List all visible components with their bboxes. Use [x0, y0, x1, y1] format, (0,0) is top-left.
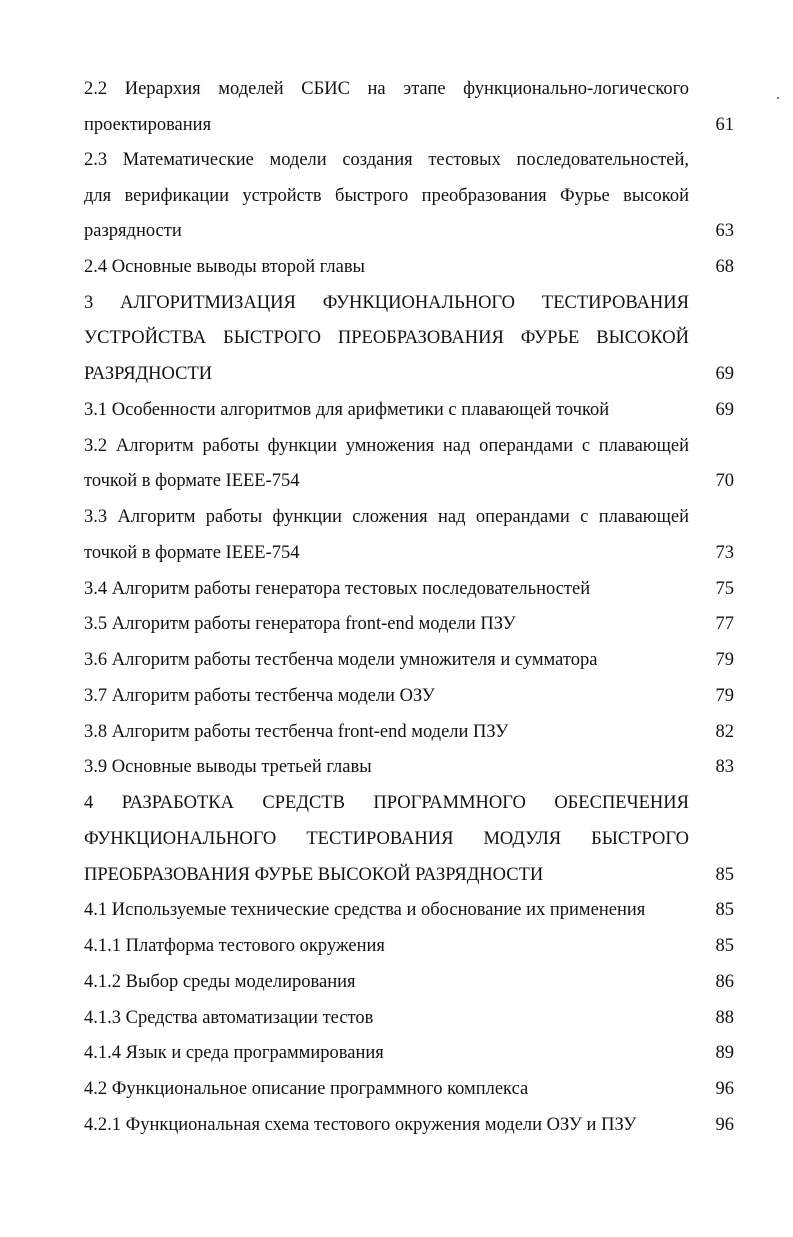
toc-page-number: 85 [715, 900, 734, 920]
toc-line: 3 АЛГОРИТМИЗАЦИЯ ФУНКЦИОНАЛЬНОГО ТЕСТИРОВАНИЯ [84, 293, 689, 313]
toc-line: точкой в формате IEEE-754 [84, 471, 300, 491]
toc-page-number: 86 [715, 972, 734, 992]
toc-page-number: 82 [715, 722, 734, 742]
toc-page-number: 79 [715, 686, 734, 706]
toc-page-number: 79 [715, 650, 734, 670]
toc-page-number: 88 [715, 1008, 734, 1028]
toc-line: для верификации устройств быстрого преобразования Фурье высокой [84, 186, 689, 206]
toc-page-number: 96 [715, 1115, 734, 1135]
toc-line: 4.1 Используемые технические средства и обоснование их применения [84, 900, 646, 920]
toc-line: РАЗРЯДНОСТИ [84, 364, 213, 384]
toc-page-number: 68 [715, 257, 734, 277]
toc-page-number: 69 [715, 364, 734, 384]
toc-page-number: 89 [715, 1043, 734, 1063]
toc-line: 3.1 Особенности алгоритмов для арифметики с плавающей точкой [84, 400, 610, 420]
toc-line: 3.5 Алгоритм работы генератора front-end модели ПЗУ [84, 614, 516, 634]
toc-line: 3.9 Основные выводы третьей главы [84, 757, 372, 777]
toc-line: 3.3 Алгоритм работы функции сложения над операндами с плавающей [84, 507, 689, 527]
toc-line: 2.4 Основные выводы второй главы [84, 257, 365, 277]
toc-line: 4.1.4 Язык и среда программирования [84, 1043, 384, 1063]
toc-line: 2.3 Математические модели создания тестовых последовательностей, [84, 150, 689, 170]
toc-page-number: 61 [715, 115, 734, 135]
toc-line: ПРЕОБРАЗОВАНИЯ ФУРЬЕ ВЫСОКОЙ РАЗРЯДНОСТИ [84, 865, 544, 885]
toc-line: разрядности [84, 221, 182, 241]
toc-page-number: 77 [715, 614, 734, 634]
toc-page-number: 73 [715, 543, 734, 563]
scan-speck [777, 97, 779, 99]
toc-line: 4.1.1 Платформа тестового окружения [84, 936, 385, 956]
toc-line: 3.4 Алгоритм работы генератора тестовых последовательностей [84, 579, 591, 599]
toc-line: точкой в формате IEEE-754 [84, 543, 300, 563]
toc-page-number: 69 [715, 400, 734, 420]
toc-line: 3.6 Алгоритм работы тестбенча модели умножителя и сумматора [84, 650, 598, 670]
toc-page-number: 63 [715, 221, 734, 241]
toc-page-number: 75 [715, 579, 734, 599]
toc-line: 3.2 Алгоритм работы функции умножения над операндами с плавающей [84, 436, 689, 456]
toc-page-number: 70 [715, 471, 734, 491]
toc-line: УСТРОЙСТВА БЫСТРОГО ПРЕОБРАЗОВАНИЯ ФУРЬЕ ВЫСОКОЙ [84, 328, 689, 348]
toc-line: 4.2.1 Функциональная схема тестового окружения модели ОЗУ и ПЗУ [84, 1115, 637, 1135]
toc-line: 4.1.2 Выбор среды моделирования [84, 972, 356, 992]
toc-line: 4.2 Функциональное описание программного комплекса [84, 1079, 529, 1099]
toc-page-number: 96 [715, 1079, 734, 1099]
toc-line: 3.8 Алгоритм работы тестбенча front-end модели ПЗУ [84, 722, 509, 742]
toc-line: 3.7 Алгоритм работы тестбенча модели ОЗУ [84, 686, 435, 706]
toc-line: проектирования [84, 115, 212, 135]
toc-page-number: 85 [715, 936, 734, 956]
toc-line: 2.2 Иерархия моделей СБИС на этапе функционально-логического [84, 79, 689, 99]
toc-line: ФУНКЦИОНАЛЬНОГО ТЕСТИРОВАНИЯ МОДУЛЯ БЫСТРОГО [84, 829, 689, 849]
toc-line: 4.1.3 Средства автоматизации тестов [84, 1008, 374, 1028]
toc-page-number: 83 [715, 757, 734, 777]
toc-page-number: 85 [715, 865, 734, 885]
toc-line: 4 РАЗРАБОТКА СРЕДСТВ ПРОГРАММНОГО ОБЕСПЕЧЕНИЯ [84, 793, 689, 813]
